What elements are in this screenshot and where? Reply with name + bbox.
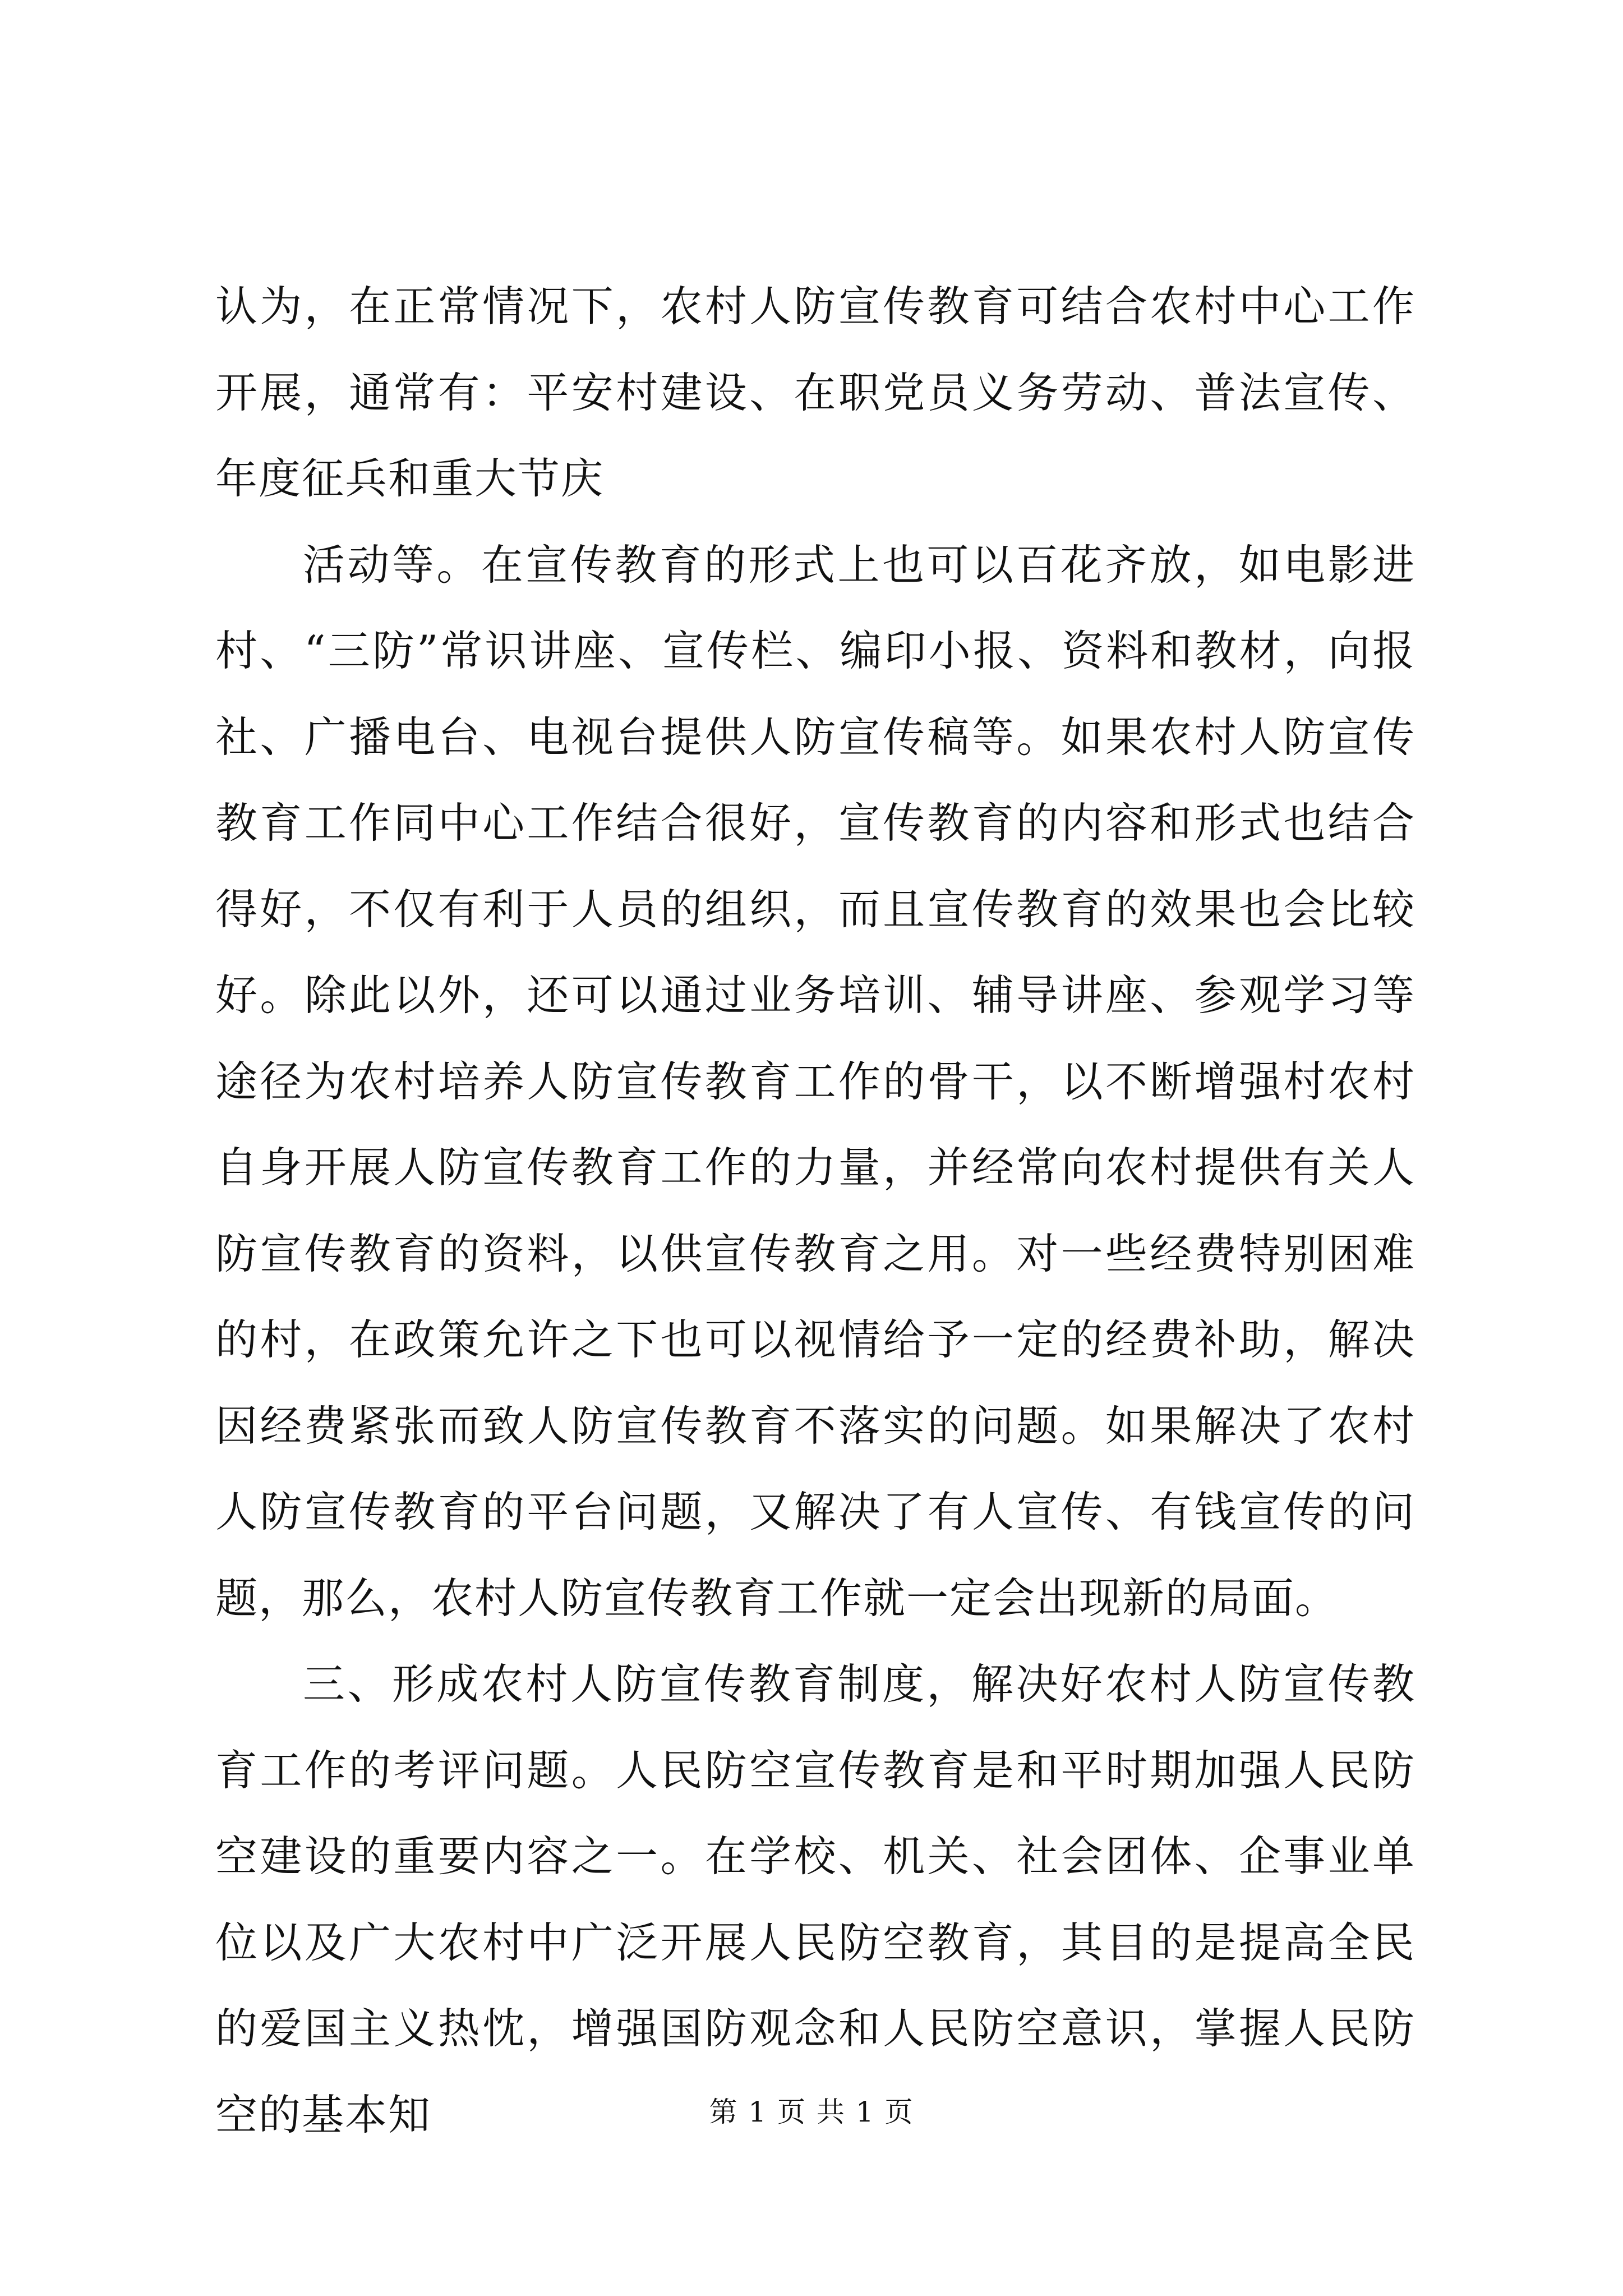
paragraph-2: 活动等。在宣传教育的形式上也可以百花齐放，如电影进村、“三防”常识讲座、宣传栏、编印小报、资料和教材，向报社、广播电台、电视台提供人防宣传稿等。如果农村人防宣传教育工作同中心工作结合很好，宣传教育的内容和形式也结合得好，不仅有利于人员的组织，而且宣传教育的效果也会比较好。除此以外，还可以通过业务培训、辅导讲座、参观学习等途径为农村培养人防宣传教育工作的骨干，以不断增强村农村自身开展人防宣传教育工作的力量，并经常向农村提供有关人防宣传教育的资料，以供宣传教育之用。对一些经费特别困难的村，在政策允许之下也可以视情给予一定的经费补助，解决因经费紧张而致人防宣传教育不落实的问题。如果解决了农村人防宣传教育的平台问题，又解决了有人宣传、有钱宣传的问题，那么，农村人防宣传教育工作就一定会出现新的局面。 — [215, 540, 1415, 1623]
paragraph-1: 认为，在正常情况下，农村人防宣传教育可结合农村中心工作开展，通常有：平安村建设、在职党员义务劳动、普法宣传、年度征兵和重大节庆 — [215, 282, 1415, 503]
document-body — [215, 264, 1415, 2158]
paragraph-3: 三、形成农村人防宣传教育制度，解决好农村人防宣传教育工作的考评问题。人民防空宣传教育是和平时期加强人民防空建设的重要内容之一。在学校、机关、社会团体、企事业单位以及广大农村中广泛开展人民防空教育，其目的是提高全民的爱国主义热忱，增强国防观念和人民防空意识，掌握人民防空的基本知 — [215, 1659, 1415, 2139]
page-footer: 第 1 页 共 1 页 — [709, 2096, 914, 2128]
